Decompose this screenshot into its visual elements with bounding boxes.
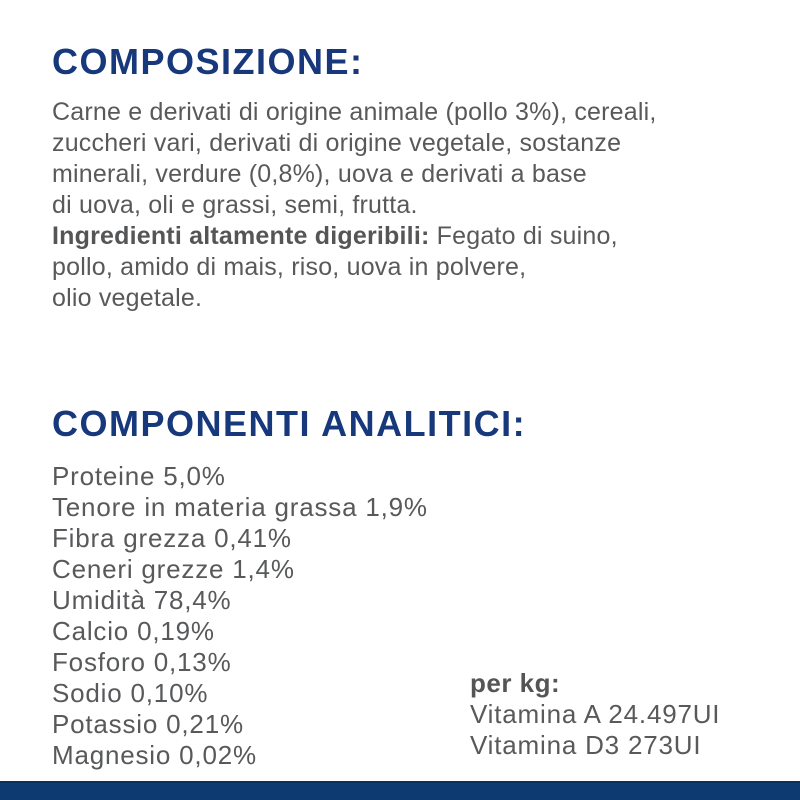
componenti-item: Magnesio 0,02% — [52, 740, 257, 770]
componenti-item: Fosforo 0,13% — [52, 647, 232, 677]
componenti-list — [52, 461, 492, 771]
componenti-item: Calcio 0,19% — [52, 616, 215, 646]
ingredienti-line: pollo, amido di mais, riso, uova in polvere, — [52, 253, 527, 281]
composizione-line: di uova, oli e grassi, semi, frutta. — [52, 191, 418, 219]
componenti-item: Umidità 78,4% — [52, 585, 232, 615]
per-kg-vitamin-d3: Vitamina D3 273UI — [470, 730, 702, 760]
bottom-accent-bar — [0, 781, 800, 800]
componenti-item: Fibra grezza 0,41% — [52, 523, 292, 553]
ingredienti-rest: Fegato di suino, — [429, 222, 618, 250]
per-kg-block — [470, 668, 790, 761]
ingredienti-label: Ingredienti altamente digeribili: — [52, 222, 430, 250]
composizione-paragraph — [52, 97, 782, 314]
ingredienti-line — [52, 221, 782, 252]
componenti-heading: COMPONENTI ANALITICI: — [52, 403, 527, 444]
ingredienti-line: olio vegetale. — [52, 284, 203, 312]
per-kg-vitamin-a: Vitamina A 24.497UI — [470, 699, 721, 729]
composizione-line: Carne e derivati di origine animale (pollo 3%), cereali, — [52, 98, 657, 126]
composizione-line: zuccheri vari, derivati di origine vegetale, sostanze — [52, 129, 622, 157]
composizione-line: minerali, verdure (0,8%), uova e derivati a base — [52, 160, 587, 188]
componenti-item: Proteine 5,0% — [52, 461, 226, 491]
per-kg-label: per kg: — [470, 668, 561, 698]
componenti-item: Sodio 0,10% — [52, 678, 209, 708]
componenti-item: Tenore in materia grassa 1,9% — [52, 492, 428, 522]
componenti-item: Ceneri grezze 1,4% — [52, 554, 295, 584]
composizione-heading: COMPOSIZIONE: — [52, 41, 364, 82]
componenti-item: Potassio 0,21% — [52, 709, 244, 739]
